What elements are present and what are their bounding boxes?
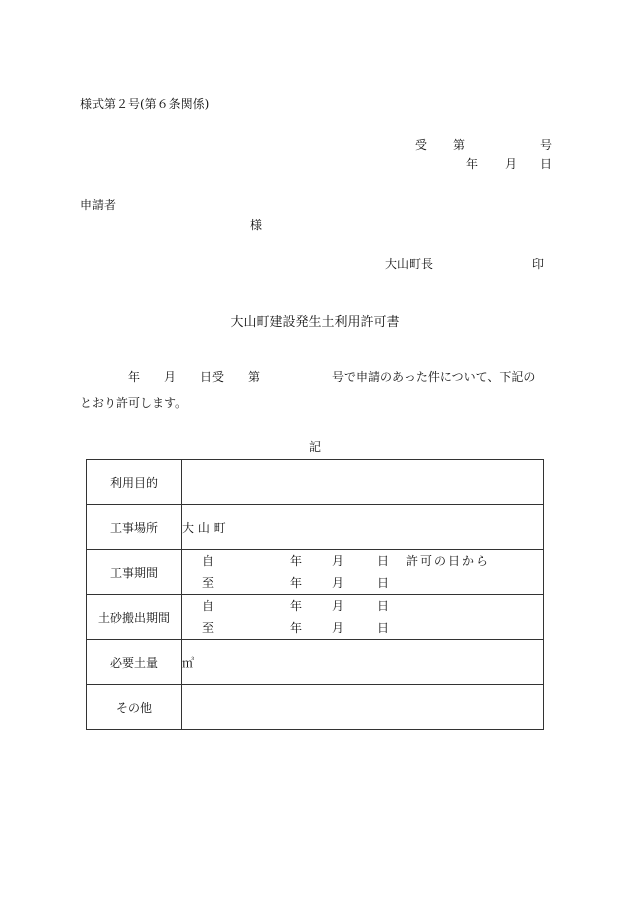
table-row — [87, 550, 544, 595]
date-year: 年 — [466, 157, 479, 171]
body-line-1: 年 月 日受 第 号で申請のあった件について、下記の — [80, 370, 536, 384]
permit-note: 許可の日から — [406, 554, 491, 568]
applicant-label: 申請者 — [80, 198, 117, 212]
table-row — [87, 685, 544, 730]
period-from-year: 年 — [290, 554, 303, 568]
period-label: 工事期間 — [87, 550, 182, 595]
period-from-day: 日 — [377, 554, 390, 568]
period-to-month: 月 — [332, 576, 345, 590]
carry-from-month: 月 — [332, 599, 345, 613]
reception-number-suffix: 号 — [540, 138, 553, 152]
carry-to-month: 月 — [332, 621, 345, 635]
other-label: その他 — [87, 685, 182, 730]
volume-unit: ㎥ — [182, 640, 544, 685]
document-title: 大山町建設発生土利用許可書 — [230, 315, 400, 330]
purpose-value — [182, 460, 544, 505]
details-table — [86, 459, 544, 730]
site-label: 工事場所 — [87, 505, 182, 550]
carry-to-day: 日 — [377, 621, 390, 635]
issuer-mayor: 大山町長 — [385, 257, 434, 271]
table-row — [87, 505, 544, 550]
reception-number-prefix: 第 — [453, 138, 466, 152]
table-row — [87, 595, 544, 640]
carry-to: 至 — [202, 621, 215, 635]
carry-label: 土砂搬出期間 — [87, 595, 182, 640]
period-to: 至 — [202, 576, 215, 590]
volume-label: 必要土量 — [87, 640, 182, 685]
carry-from-day: 日 — [377, 599, 390, 613]
period-from: 自 — [202, 554, 215, 568]
carry-value — [182, 595, 544, 640]
form-number: 様式第２号(第６条関係) — [80, 97, 210, 111]
site-value: 大 山 町 — [182, 505, 544, 550]
honorific: 様 — [250, 218, 263, 232]
date-day: 日 — [540, 157, 553, 171]
carry-from: 自 — [202, 599, 215, 613]
table-row — [87, 640, 544, 685]
other-value — [182, 685, 544, 730]
purpose-label: 利用目的 — [87, 460, 182, 505]
period-value — [182, 550, 544, 595]
body-line-2: とおり許可します。 — [80, 396, 188, 410]
period-to-year: 年 — [290, 576, 303, 590]
carry-to-year: 年 — [290, 621, 303, 635]
period-from-month: 月 — [332, 554, 345, 568]
body-text — [80, 364, 552, 416]
period-to-day: 日 — [377, 576, 390, 590]
carry-from-year: 年 — [290, 599, 303, 613]
reception-label: 受 — [415, 138, 428, 152]
ki-heading: 記 — [308, 440, 321, 454]
date-month: 月 — [505, 157, 518, 171]
table-row — [87, 460, 544, 505]
seal-mark: 印 — [532, 257, 545, 271]
